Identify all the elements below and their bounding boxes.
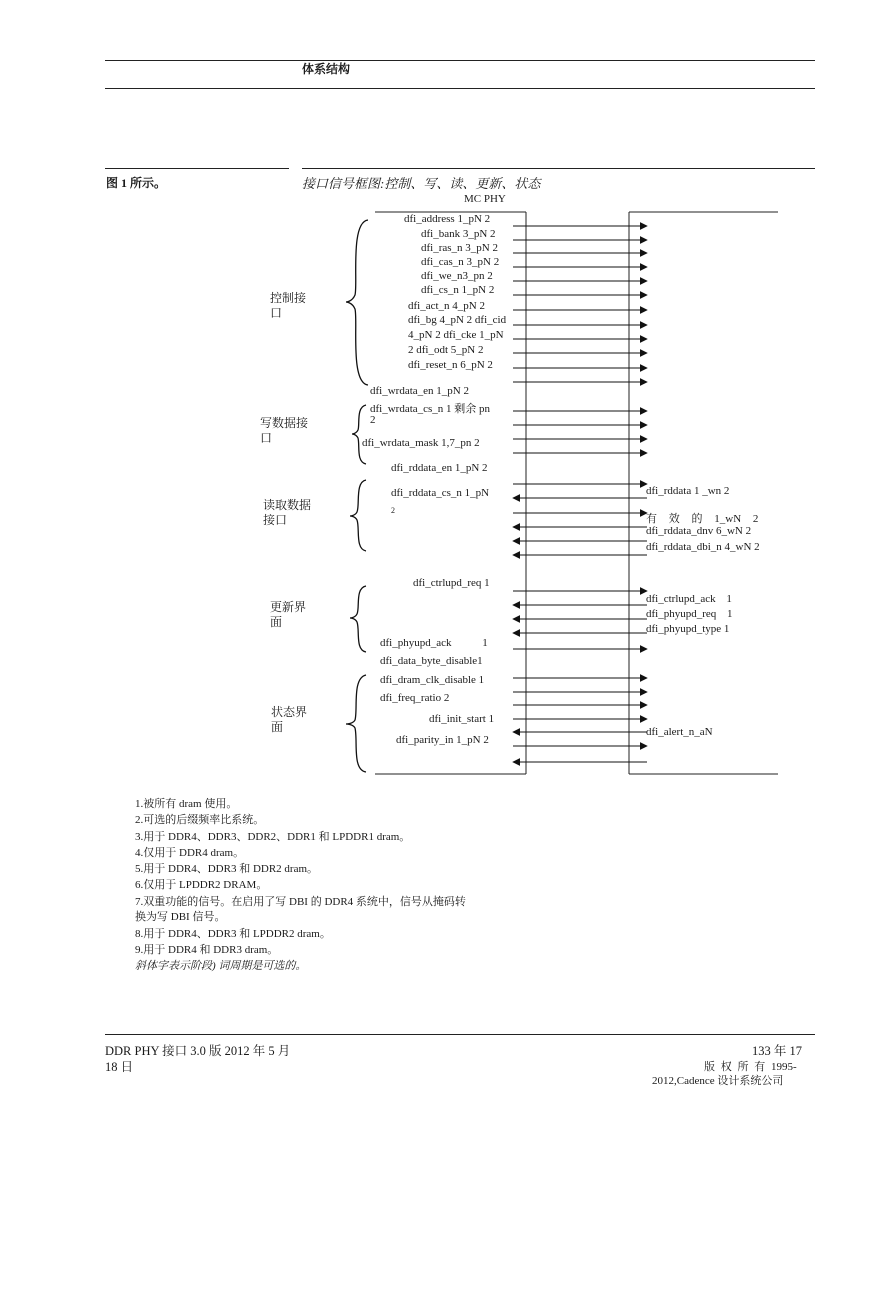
signal-label: dfi_we_n3_pn 2 (421, 270, 493, 282)
signal-label: dfi_rddata_dbi_n 4_wN 2 (646, 541, 760, 553)
brace-control (346, 220, 368, 385)
signal-label: dfi_rddata_en 1_pN 2 (391, 462, 488, 474)
signal-label: dfi_wrdata_cs_n 1 剩余 pn (370, 403, 491, 415)
signal-label: dfi_init_start 1 (429, 713, 495, 725)
signal-label: dfi_ctrlupd_req 1 (413, 577, 490, 589)
footer-page-number: 133 年 17 (752, 1044, 803, 1058)
signal-label: 有 效 的 1_wN 2 (646, 513, 759, 525)
note-italic: 斜体字表示阶段) 词周期是可选的。 (135, 960, 307, 972)
signal-label: dfi_bank 3_pN 2 (421, 228, 496, 240)
brace-status (346, 675, 366, 772)
signal-label: dfi_ras_n 3_pN 2 (421, 242, 498, 254)
footer-doc-title: DDR PHY 接口 3.0 版 2012 年 5 月 (105, 1044, 291, 1058)
brace-update (350, 586, 366, 652)
group-label-status: 状态界面 (271, 705, 308, 734)
signal-label: dfi_alert_n_aN (646, 726, 713, 738)
signal-label: dfi_phyupd_ack 1 (380, 637, 488, 649)
signal-label: dfi_parity_in 1_pN 2 (396, 734, 489, 746)
signal-label: 2 dfi_odt 5_pN 2 (408, 344, 484, 356)
arrows-to-phy (513, 226, 647, 746)
note-item: 6.仅用于 LPDDR2 DRAM。 (135, 879, 268, 891)
signal-label: dfi_rddata 1 _wn 2 (646, 485, 730, 497)
signal-label: dfi_cs_n 1_pN 2 (421, 284, 495, 296)
group-label-write: 写数据接口 (260, 416, 309, 445)
signal-label: dfi_freq_ratio 2 (380, 692, 450, 704)
signal-label: dfi_address 1_pN 2 (404, 213, 491, 225)
signal-label: dfi_phyupd_type 1 (646, 623, 730, 635)
note-item: 5.用于 DDR4、DDR3 和 DDR2 dram。 (135, 863, 319, 875)
signal-label: dfi_rddata_dnv 6_wN 2 (646, 525, 752, 537)
footer-copyright-1: 版 权 所 有 1995- (704, 1061, 797, 1073)
group-label-read: 读取数据接口 (263, 498, 312, 527)
signal-label: dfi_bg 4_pN 2 dfi_cid (408, 314, 507, 326)
note-item: 7.双重功能的信号。在启用了写 DBI 的 DDR4 系统中，信号从掩码转 (135, 896, 466, 908)
arrows-to-mc (513, 498, 647, 762)
brace-write (352, 405, 366, 464)
signal-label: dfi_data_byte_disable1 (380, 655, 483, 667)
note-item: 8.用于 DDR4、DDR3 和 LPDDR2 dram。 (135, 928, 331, 940)
figure-title: 接口信号框图:控制、写、读、更新、状态 (302, 176, 541, 191)
figure-ref: 图 1 所示。 (106, 176, 167, 190)
note-item: 换为写 DBI 信号。 (135, 911, 226, 923)
note-item: 9.用于 DDR4 和 DDR3 dram。 (135, 944, 279, 956)
signal-label: 2 (370, 414, 376, 426)
note-item: 4.仅用于 DDR4 dram。 (135, 847, 245, 859)
signal-label: dfi_phyupd_req 1 (646, 608, 733, 620)
signal-label: dfi_cas_n 3_pN 2 (421, 256, 500, 268)
footer-copyright-2: 2012,Cadence 设计系统公司 (652, 1075, 784, 1087)
signal-label: dfi_dram_clk_disable 1 (380, 674, 485, 686)
signal-label: dfi_ctrlupd_ack 1 (646, 593, 732, 605)
group-label-update: 更新界面 (270, 600, 307, 629)
brace-read (350, 480, 366, 551)
signal-label: 2 (391, 506, 395, 515)
group-label-control: 控制接口 (270, 291, 307, 320)
signal-label: dfi_wrdata_mask 1,7_pn 2 (362, 437, 480, 449)
note-item: 1.被所有 dram 使用。 (135, 798, 238, 810)
footer-rule (105, 1034, 815, 1035)
signal-label: 4_pN 2 dfi_cke 1_pN (408, 329, 504, 341)
section-title: 体系结构 (302, 62, 351, 76)
signal-label: dfi_wrdata_en 1_pN 2 (370, 385, 469, 397)
signal-label: dfi_reset_n 6_pN 2 (408, 359, 493, 371)
signal-label: dfi_rddata_cs_n 1_pN (391, 487, 490, 499)
note-item: 3.用于 DDR4、DDR3、DDR2、DDR1 和 LPDDR1 dram。 (135, 831, 411, 843)
note-item: 2.可选的后缀频率比系统。 (135, 814, 265, 826)
mc-phy-label: MC PHY (464, 193, 506, 205)
footer-doc-date: 18 日 (105, 1060, 134, 1074)
signal-label: dfi_act_n 4_pN 2 (408, 300, 485, 312)
